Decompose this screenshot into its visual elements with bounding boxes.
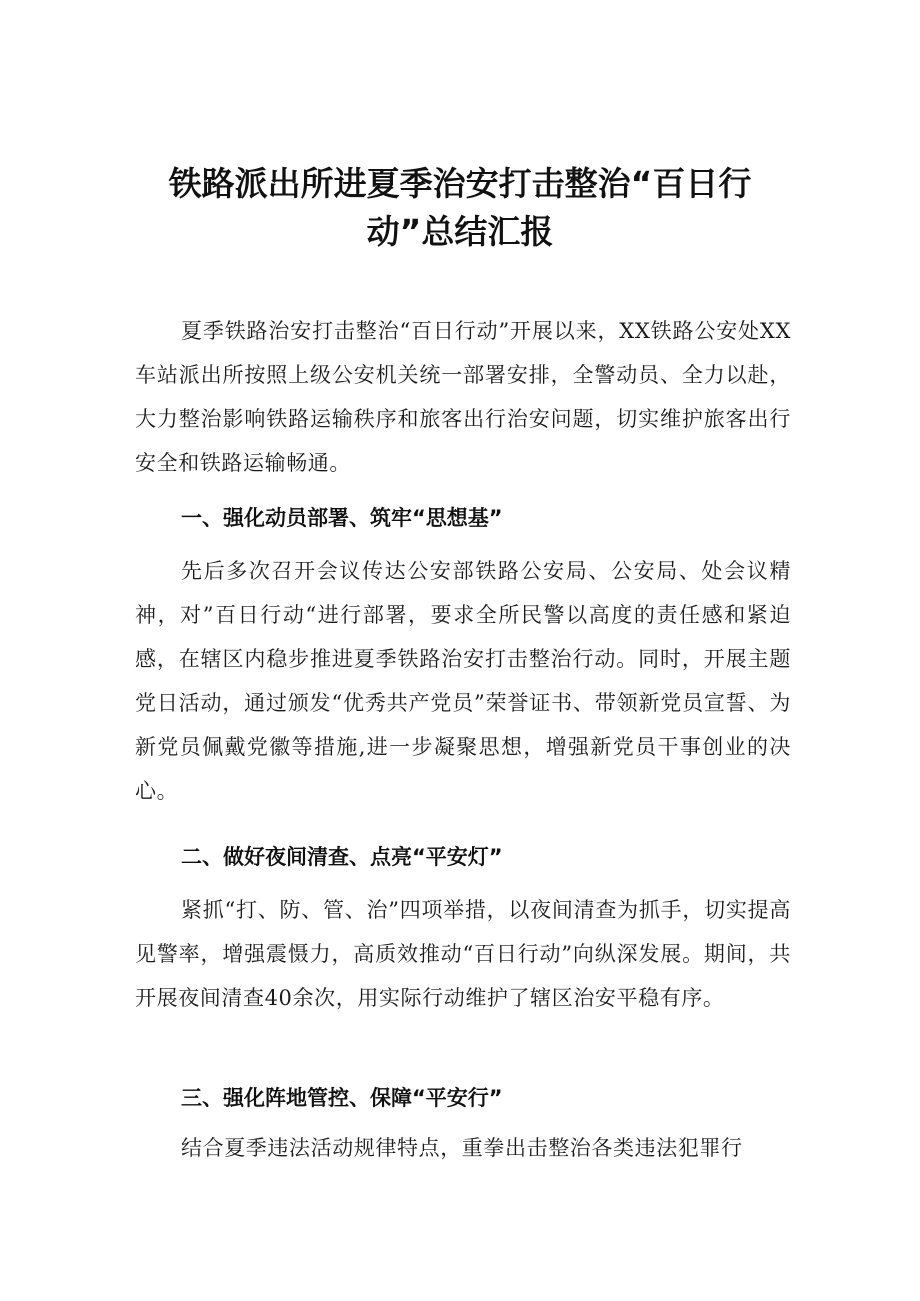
section-paragraph-1: 先后多次召开会议传达公安部铁路公安局、公安局、处会议精神，对”百日行动“进行部署，要求全所民警以高度的责任感和紧迫感，在辖区内稳步推进夏季铁路治安打击整治行动。同时，开展主题党日活动，通过颁发“优秀共产党员”荣誉证书、带领新党员宣誓、为新党员佩戴党徽等措施,进一步凝聚思想，增强新党员干事创业的决心。: [135, 559, 791, 803]
section-paragraph-2: 紧抓“打、防、管、治”四项举措，以夜间清查为抓手，切实提高见警率，增强震慑力，高质效推动“百日行动”向纵深发展。期间，共开展夜间清查40余次，用实际行动维护了辖区治安平稳有序。: [135, 898, 791, 1010]
section-heading-3: 三、强化阵地管控、保障“平安行”: [181, 1086, 503, 1110]
document-title-line-1: 铁路派出所进夏季治安打击整治“百日行: [168, 164, 752, 203]
section-paragraph-3: 结合夏季违法活动规律特点，重拳出击整治各类违法犯罪行: [181, 1136, 743, 1160]
section-heading-1: 一、强化动员部署、筑牢“思想基”: [181, 506, 503, 530]
section-heading-2: 二、做好夜间清查、点亮“平安灯”: [181, 845, 503, 869]
document-title-line-2: 动”总结汇报: [366, 212, 554, 251]
intro-paragraph: 夏季铁路治安打击整治“百日行动”开展以来，XX铁路公安处XX车站派出所按照上级公安机关统一部署安排，全警动员、全力以赴，大力整治影响铁路运输秩序和旅客出行治安问题，切实维护旅客出行安全和铁路运输畅通。: [135, 319, 791, 475]
